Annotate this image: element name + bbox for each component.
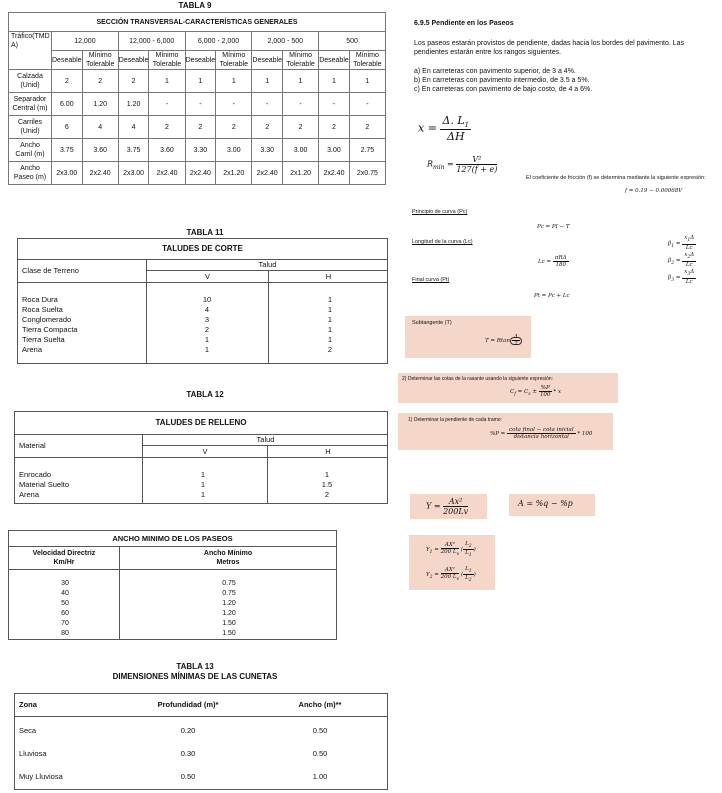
tabla9-caption: TABLA 9 — [178, 1, 212, 10]
tabla12-h-value: 1 — [324, 470, 330, 479]
tabla9-subheader: Deseable — [252, 51, 283, 70]
tabla9-row — [9, 70, 386, 93]
paseos-width: 0.75 — [222, 590, 236, 597]
tabla13-header: Profundidad (m)* — [157, 700, 219, 709]
tabla9-subheader: Deseable — [319, 51, 350, 70]
tabla12-h-header: H — [325, 447, 331, 456]
tabla9-cell: 3.00 — [216, 139, 252, 162]
tabla11-caption: TABLA 11 — [186, 228, 224, 237]
pt-formula: Pt = Pc + Lc — [534, 293, 570, 299]
tabla13-row — [15, 742, 387, 765]
tabla9-cell: 1.20 — [82, 93, 118, 116]
paseos-speed: 30 — [61, 580, 69, 587]
section-paragraph: Los paseos estarán provistos de pendiente, dadas hacia los bordes del pavimento. Las pendientes estarán entre los rangos siguientes. — [414, 40, 685, 56]
tabla11-v-value: 2 — [204, 325, 210, 334]
tabla13-cell: Lluviosa — [19, 749, 47, 758]
tabla13-cell: Muy Lluviosa — [19, 772, 63, 781]
tabla9-cell: 2 — [185, 116, 216, 139]
tabla9-subheader: Mínimo Tolerable — [82, 51, 118, 70]
tabla13-cell: 0.20 — [180, 726, 196, 735]
tabla9-row-label: Carriles (Unid) — [9, 116, 52, 139]
paseos-row — [9, 609, 336, 619]
paseos-row — [9, 599, 336, 609]
tabla9-cell: - — [149, 93, 185, 116]
tabla11-group: Talud — [147, 260, 388, 271]
tabla12-caption: TABLA 12 — [186, 390, 224, 399]
tabla11-col-label: Clase de Terreno — [22, 266, 79, 275]
beta-formulas: $\beta_1$ = $\frac{x_1\Delta}{Lc}$ $\beta_2$ = $\frac{x_2\Delta}{Lc}$ $\beta_3$ = $\frac{x_3\Delta}{Lc}$ — [668, 235, 695, 286]
paseos-title: ANCHO MINIMO DE LOS PASEOS — [9, 531, 336, 547]
tabla9-cell: 2 — [349, 116, 385, 139]
tabla9-cell: 3.60 — [82, 139, 118, 162]
pc-label: Principio de curva (Pc) — [412, 209, 468, 215]
lc-formula: Lc = $\frac{\text{πRΔ}}{180}$ — [538, 255, 567, 268]
tabla9-row — [9, 162, 386, 185]
a-box — [509, 494, 595, 516]
paseos-col2-unit: Metros — [216, 559, 240, 566]
tabla12-group: Talud — [143, 435, 388, 446]
tabla9-cell: 2 — [319, 116, 350, 139]
tabla9-cell: - — [252, 93, 283, 116]
tabla12-v-value: 1 — [200, 470, 206, 479]
pendiente-numerator: cota final − cota inicial — [509, 427, 574, 433]
tabla9-cell: 3.00 — [319, 139, 350, 162]
tabla9-subheader: Mínimo Tolerable — [349, 51, 385, 70]
tabla11-h-value: 1 — [327, 315, 333, 324]
tabla9-subheader: Mínimo Tolerable — [149, 51, 185, 70]
tabla11-title: TALUDES DE CORTE — [18, 239, 387, 260]
paseos-row — [9, 619, 336, 629]
pt-label: Final curva (Pt) — [412, 277, 450, 283]
tabla9-cell: 2 — [149, 116, 185, 139]
tabla12-name: Material Suelto — [19, 480, 70, 489]
tabla12-h-value: 2 — [324, 490, 330, 499]
a-formula: A = %q − %p — [518, 499, 573, 508]
tabla9-cell: 3.75 — [118, 139, 149, 162]
tabla9-cell: 2 — [282, 116, 318, 139]
tabla9-cell: 2x2.40 — [149, 162, 185, 185]
tabla9-row — [9, 93, 386, 116]
pendiente-label: 1) Determinar la pendiente de cada tramo: — [408, 417, 502, 423]
tabla11-v-value: 10 — [202, 295, 212, 304]
tabla9-cell: 3.30 — [185, 139, 216, 162]
tabla9-cell: 2x2.40 — [82, 162, 118, 185]
paseos-speed: 80 — [61, 630, 69, 637]
tabla9-subheader: Deseable — [52, 51, 83, 70]
tabla11-row — [18, 335, 387, 345]
tabla9-cell: 2x2.40 — [319, 162, 350, 185]
tabla9-cell: 1.20 — [118, 93, 149, 116]
tabla9-cell: - — [349, 93, 385, 116]
paseos-row — [9, 589, 336, 599]
tabla12-name: Arena — [19, 490, 40, 499]
y1-formula: $Y_1$ = $\frac{\text{AX²}}{200 L_v}$ ( $\frac{L_2}{L_1}$ ) — [426, 541, 476, 559]
tabla9-subheader: Mínimo Tolerable — [282, 51, 318, 70]
tabla12-row — [15, 490, 387, 500]
lc-label: Longitud de la curva (Lc) — [412, 239, 473, 245]
rasante-formula: $C_f = C_s$ ± $\frac{\%P}{100}$ * x — [510, 385, 562, 398]
tabla9-range: 12,000 — [52, 32, 119, 51]
tabla13-cell: 0.50 — [180, 772, 196, 781]
slope-item: a) En carreteras con pavimento superior, de 3 a 4%. — [414, 68, 576, 75]
paseos-table — [8, 530, 337, 640]
paseos-row — [9, 629, 336, 639]
paseos-speed: 50 — [61, 600, 69, 607]
paseos-speed: 60 — [61, 610, 69, 617]
tabla12-name: Enrocado — [19, 470, 52, 479]
slope-item: c) En carreteras con pavimento de bajo costo, de 4 a 6%. — [414, 86, 593, 93]
tabla11 — [17, 238, 388, 364]
tabla9-cell: 4 — [118, 116, 149, 139]
paseos-width: 1.50 — [222, 630, 236, 637]
tabla11-h-value: 2 — [327, 345, 333, 354]
tabla13-cell: 0.30 — [180, 749, 196, 758]
section-heading: 6.9.5 Pendiente en los Paseos — [414, 20, 514, 27]
tabla11-name: Conglomerado — [22, 315, 72, 324]
tabla9-cell: 2 — [118, 70, 149, 93]
tabla12-v-header: V — [143, 446, 268, 457]
rasante-box — [398, 373, 618, 403]
tabla12 — [14, 411, 388, 504]
tabla11-name: Roca Suelta — [22, 305, 63, 314]
tabla9-cell: 2x2.40 — [185, 162, 216, 185]
tabla13 — [14, 693, 388, 790]
paseos-width: 1.50 — [222, 620, 236, 627]
tabla9-cell: 2x3.00 — [118, 162, 149, 185]
tabla11-v-value: 1 — [204, 345, 210, 354]
pendiente-box — [398, 413, 613, 450]
tabla9-row-header: Tráfico(TMD A) — [9, 32, 52, 70]
pc-formula: Pc = PI − T — [537, 224, 570, 230]
tabla9-cell: 2x2.40 — [252, 162, 283, 185]
slope-item: b) En carreteras con pavimento intermedio, de 3.5 a 5%. — [414, 77, 590, 84]
tabla9-cell: 2x3.00 — [52, 162, 83, 185]
tabla12-h-value: 1.5 — [321, 480, 333, 489]
tabla13-title: DIMENSIONES MÍNIMAS DE LAS CUNETAS — [112, 672, 278, 681]
tabla9-cell: - — [216, 93, 252, 116]
y12-box — [409, 535, 495, 590]
tabla11-row — [18, 295, 387, 305]
tabla9-row-label: Separador Central (m) — [9, 93, 52, 116]
tabla12-row — [15, 480, 387, 490]
pendiente-formula: %P = $\frac{\text{cota final − cota inicial}}{\text{distancia horizontal}}$ * 100 — [490, 427, 593, 440]
tabla9-cell: 3.30 — [252, 139, 283, 162]
tabla9-cell: 6.00 — [52, 93, 83, 116]
paseos-speed: 70 — [61, 620, 69, 627]
tabla9-cell: 1 — [282, 70, 318, 93]
friction-note: El coeficiente de fricción (f) se determina mediante la siguiente expresión: — [526, 175, 706, 181]
tabla9 — [8, 12, 386, 185]
tabla9-cell: - — [319, 93, 350, 116]
tabla11-name: Tierra Compacta — [22, 325, 78, 334]
tabla9-cell: 1 — [349, 70, 385, 93]
tabla9-cell: - — [282, 93, 318, 116]
tabla9-cell: 3.75 — [52, 139, 83, 162]
tabla9-row-label: Ancho Carril (m) — [9, 139, 52, 162]
tabla9-cell: 2x0.75 — [349, 162, 385, 185]
y2-formula: $Y_2$ = $\frac{\text{AX²}}{200 L_v}$ ( $\frac{L_1}{L_2}$ ) — [426, 566, 476, 584]
tabla13-cell: Seca — [19, 726, 37, 735]
tabla11-name: Tierra Suelta — [22, 335, 65, 344]
tabla9-row-label: Ancho Paseo (m) — [9, 162, 52, 185]
subtangent-box — [405, 316, 531, 358]
tabla13-header: Ancho (m)** — [298, 700, 342, 709]
tabla11-row — [18, 345, 387, 355]
tabla9-title: SECCIÓN TRANSVERSAL-CARACTERÍSTICAS GENERALES — [9, 13, 386, 32]
subtangent-formula: T = Rtan $\frac{\Delta}{2}$ — [485, 334, 522, 347]
tabla11-h-value: 1 — [327, 305, 333, 314]
paseos-width: 1.20 — [222, 600, 236, 607]
rmin-formula: $R_{min}$ = $\frac{\text{V²}}{127(f + e)}$ — [427, 155, 498, 174]
tabla11-row — [18, 315, 387, 325]
tabla13-caption: TABLA 13 — [176, 662, 214, 671]
tabla9-cell: 2 — [252, 116, 283, 139]
tabla9-cell: 2 — [82, 70, 118, 93]
tabla11-row — [18, 325, 387, 335]
tabla9-row-label: Calzada (Unid) — [9, 70, 52, 93]
tabla9-subheader: Deseable — [118, 51, 149, 70]
tabla11-v-value: 3 — [204, 315, 210, 324]
tabla9-cell: - — [185, 93, 216, 116]
tabla9-cell: 2x1.20 — [216, 162, 252, 185]
tabla11-name: Roca Dura — [22, 295, 58, 304]
tabla9-row — [9, 116, 386, 139]
subtangent-label: Subtangente (T) — [412, 320, 452, 326]
tabla9-cell: 4 — [82, 116, 118, 139]
tabla13-cell: 1.00 — [312, 772, 328, 781]
tabla9-cell: 3.00 — [282, 139, 318, 162]
tabla9-subheader: Mínimo Tolerable — [216, 51, 252, 70]
tabla11-h-value: 1 — [327, 295, 333, 304]
paseos-col1-unit: Km/Hr — [53, 559, 75, 566]
y-box — [410, 494, 487, 519]
tabla11-h-value: 1 — [327, 325, 333, 334]
tabla12-title: TALUDES DE RELLENO — [15, 412, 387, 435]
tabla12-col-label: Material — [19, 441, 46, 450]
tabla9-cell: 1 — [149, 70, 185, 93]
tabla9-cell: 1 — [216, 70, 252, 93]
tabla11-v-header: V — [147, 271, 269, 282]
tabla12-row — [15, 470, 387, 480]
tabla9-cell: 3.60 — [149, 139, 185, 162]
tabla9-cell: 2.75 — [349, 139, 385, 162]
tabla9-cell: 2x1.20 — [282, 162, 318, 185]
tabla11-h-value: 1 — [327, 335, 333, 344]
tabla9-cell: 1 — [185, 70, 216, 93]
tabla11-name: Arena — [22, 345, 43, 354]
rasante-label: 2) Determinar las cotas de la rasante usando la siguiente expresión: — [402, 376, 553, 382]
tabla9-range: 500 — [319, 32, 386, 51]
paseos-width: 0.75 — [222, 580, 236, 587]
tabla13-header: Zona — [19, 700, 37, 709]
paseos-row — [9, 579, 336, 589]
tabla9-row — [9, 139, 386, 162]
tabla12-v-value: 1 — [200, 480, 206, 489]
paseos-col2: Ancho Mínimo — [203, 550, 253, 557]
tabla9-cell: 6 — [52, 116, 83, 139]
tabla11-v-value: 1 — [204, 335, 210, 344]
tabla11-h-header: H — [325, 272, 332, 281]
tabla11-v-value: 4 — [204, 305, 210, 314]
tabla13-row — [15, 719, 387, 742]
paseos-width: 1.20 — [222, 610, 236, 617]
tabla9-range: 12,000 - 6,000 — [118, 32, 185, 51]
tabla9-cell: 1 — [319, 70, 350, 93]
tabla11-row — [18, 305, 387, 315]
tabla13-cell: 0.50 — [312, 726, 328, 735]
y-formula: Y = $\frac{\text{Ax²}}{200Lv}$ — [426, 497, 469, 516]
paseos-speed: 40 — [61, 590, 69, 597]
slope-list — [414, 67, 592, 94]
tabla9-cell: 2 — [216, 116, 252, 139]
tabla9-cell: 1 — [252, 70, 283, 93]
tabla9-subheader: Deseable — [185, 51, 216, 70]
tabla13-cell: 0.50 — [312, 749, 328, 758]
friction-formula: f = 0.19 − 0.00068V — [625, 188, 683, 194]
paseos-col1: Velocidad Directriz — [32, 550, 96, 557]
tabla9-range: 2,000 - 500 — [252, 32, 319, 51]
pendiente-denominator: distancia horizontal — [513, 434, 569, 440]
tabla9-cell: 2 — [52, 70, 83, 93]
tabla12-v-value: 1 — [200, 490, 206, 499]
tabla13-row — [15, 765, 387, 788]
tabla9-range: 6,000 - 2,000 — [185, 32, 252, 51]
x-formula: x = $\frac{\Delta. L_1}{\Delta H}$ — [418, 114, 470, 144]
